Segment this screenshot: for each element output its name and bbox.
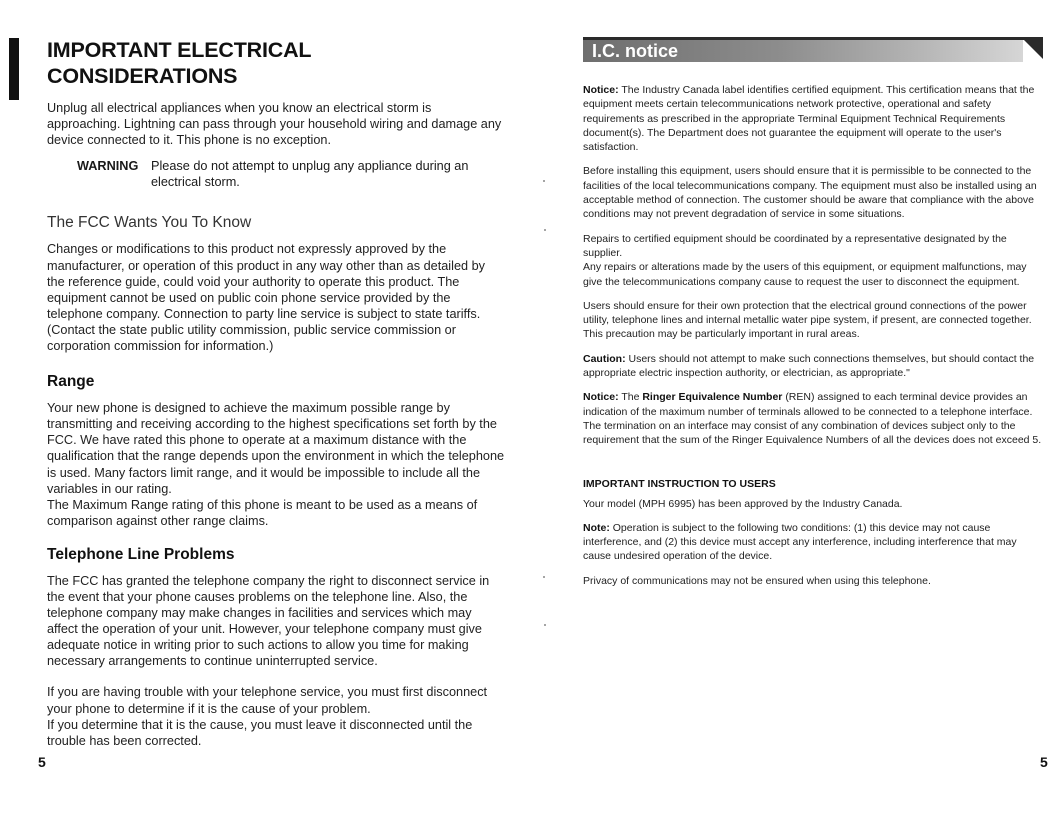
repairs-text-2: Any repairs or alterations made by the users of this equipment, or equipment malfunctions, may give the telecommunications company cause to request the user to disconnect the equipment. — [583, 261, 1027, 288]
notice-text: The Industry Canada label identifies certified equipment. This certification means that the equipment meets certain telecommunications network protective, operational and safety requirements as prescribed in the appropriate Terminal Equipment Technical Requirements document(s). The Department does not guarantee the equipment will operate to the user's satisfaction. — [583, 84, 1035, 154]
ren-notice-label: Notice: — [583, 391, 619, 404]
warning-label: WARNING — [77, 159, 139, 174]
repairs-paragraph — [583, 232, 1043, 289]
warning-text: Please do not attempt to unplug any appliance during an electrical storm. — [151, 159, 469, 190]
model-paragraph: Your model (MPH 6995) has been approved by the Industry Canada. — [583, 497, 903, 510]
repairs-text-1: Repairs to certified equipment should be coordinated by a representative designated by the supplier. — [583, 232, 1007, 259]
scan-speck — [544, 229, 546, 231]
ground-text-2: This precaution may be particularly important in rural areas. — [583, 328, 860, 341]
privacy-paragraph: Privacy of communications may not be ensured when using this telephone. — [583, 574, 931, 587]
right-page-number: 5 — [1040, 754, 1048, 770]
range-paragraph-1: Your new phone is designed to achieve the maximum possible range by transmitting and receiving according to the highest specifications set forth by the FCC. We have rated this phone to operate at a maximum distance with the qualification that the range depends upon the environment in which the telephone is used. Many factors limit range, and it would be impossible to include all the variables in our rating. — [47, 401, 505, 496]
ren-notice-paragraph — [583, 390, 1043, 447]
notice-label: Notice: — [583, 84, 619, 96]
note-paragraph — [583, 521, 1043, 564]
intro-paragraph: Unplug all electrical appliances when you know an electrical storm is approaching. Lightning can pass through your household wiring and damage any device connected to it. This phone is no exception. — [47, 101, 502, 148]
ic-notice-banner — [583, 37, 1043, 63]
note-label: Note: — [583, 521, 610, 534]
right-page — [583, 37, 1043, 598]
ground-paragraph — [583, 299, 1043, 342]
line-problems-heading: Telephone Line Problems — [47, 545, 235, 563]
termination-text: The termination on an interface may consist of any combination of devices subject only to the requirement that the sum of the Ringer Equivalence Numbers of all the devices does not exceed 5. — [583, 419, 1042, 447]
notice-paragraph — [583, 83, 1043, 154]
scan-speck — [543, 576, 545, 578]
banner-wedge — [1021, 37, 1043, 59]
caution-paragraph — [583, 352, 1043, 381]
scan-speck — [543, 180, 545, 182]
line-problems-paragraph-1: The FCC has granted the telephone company the right to disconnect service in the event that your phone causes problems on the telephone line. Also, the telephone company may make changes in facilities and services which may affect the operation of your unit. However, your telephone company must give adequate notice in writing prior to such actions to allow you time for making necessary arrangements to continue uninterrupted service. — [47, 573, 490, 669]
caution-label: Caution: — [583, 352, 626, 365]
ren-notice-post: (REN) assigned to each terminal device provides an indication of the maximum number of terminals allowed to be connected to a telephone interface. — [583, 391, 1033, 418]
ic-notice-title: I.C. notice — [592, 41, 679, 61]
ren-notice-pre: The — [621, 391, 640, 404]
left-page-number: 5 — [38, 754, 46, 770]
ground-text-1: Users should ensure for their own protection that the electrical ground connections of the power utility, telephone lines and internal metallic water pipe system, if present, are connected together. — [583, 299, 1032, 327]
range-paragraph-2: The Maximum Range rating of this phone is meant to be used as a means of comparison against other range claims. — [47, 497, 478, 528]
note-text: Operation is subject to the following two conditions: (1) this device may not cause interference, and (2) this device must accept any interference, including interference that may cause undesired operation of the device. — [583, 521, 1017, 563]
page-title: IMPORTANT ELECTRICAL CONSIDERATIONS — [47, 38, 311, 88]
fcc-heading: The FCC Wants You To Know — [47, 214, 252, 232]
caution-text: Users should not attempt to make such connections themselves, but should contact the appropriate electric inspection authority, or electrician, as appropriate." — [583, 352, 1035, 380]
warning-block — [77, 158, 505, 190]
range-heading: Range — [47, 373, 95, 391]
left-page — [47, 37, 505, 749]
install-paragraph: Before installing this equipment, users should ensure that it is permissible to be connected to the facilities of the local telecommunications company. The equipment must also be installed using an acceptable method of connection. The customer should be aware that compliance with the above conditions may not prevent degradation of service in some situations. — [583, 165, 1037, 221]
ren-term: Ringer Equivalence Number — [642, 391, 783, 404]
line-problems-paragraph-3: If you determine that it is the cause, you must leave it disconnected until the trouble has been corrected. — [47, 717, 473, 748]
section-tab-marker — [9, 38, 19, 100]
fcc-paragraph: Changes or modifications to this product not expressly approved by the manufacturer, or operation of this product in any way other than as detailed by the reference guide, could void your authority to operate this product. The equipment cannot be used on public coin phone service provided by the telephone company. Connection to party line service is subject to state tariffs. (Contact the state public utility commission, public service commission or corporation commission for information.) — [47, 242, 485, 354]
line-problems-paragraph-2: If you are having trouble with your telephone service, you must first disconnect your phone to determine if it is the cause of your problem. — [47, 685, 488, 716]
instruction-heading: IMPORTANT INSTRUCTION TO USERS — [583, 477, 776, 490]
scan-speck — [544, 624, 546, 626]
